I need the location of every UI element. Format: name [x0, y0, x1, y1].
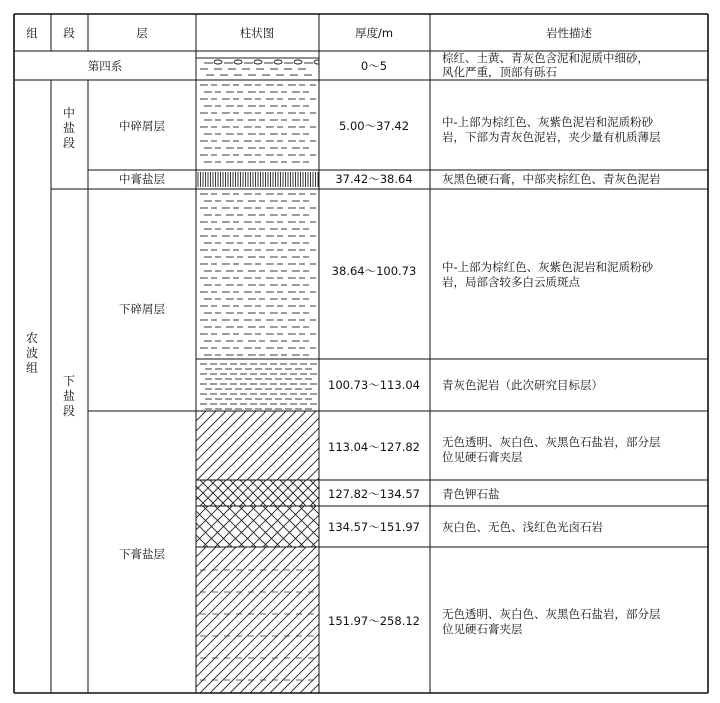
- dot-mark: [298, 298, 299, 299]
- diagonal-hatch: [150, 547, 296, 693]
- dot-mark: [298, 242, 299, 243]
- dot-mark: [228, 140, 229, 141]
- dot-mark: [298, 161, 299, 162]
- dot-mark: [210, 200, 211, 201]
- diagonal-hatch: [257, 411, 326, 480]
- dot-mark: [228, 305, 229, 306]
- dot-mark: [294, 235, 295, 236]
- dot-mark: [250, 235, 251, 236]
- dot-mark: [232, 340, 233, 341]
- dot-mark: [254, 228, 255, 229]
- diagonal-hatch: [247, 411, 316, 480]
- dot-mark: [206, 333, 207, 334]
- thickness-row-5: 113.04～127.82: [328, 440, 420, 454]
- quaternary-desc-line2: 风化严重，顶部有砾石: [442, 65, 557, 79]
- dot-mark: [298, 284, 299, 285]
- desc-row-8-line2: 位见硬石膏夹层: [442, 622, 523, 636]
- dot-mark: [232, 326, 233, 327]
- dot-mark: [232, 284, 233, 285]
- desc-row-4-line1: 青灰色泥岩（此次研究目标层）: [442, 378, 603, 392]
- v-group-char: 波: [25, 346, 39, 360]
- dot-mark: [228, 207, 229, 208]
- dot-mark: [232, 161, 233, 162]
- dot-mark: [276, 270, 277, 271]
- dot-mark: [272, 305, 273, 306]
- quaternary-thickness: 0～5: [360, 59, 388, 73]
- dot-mark: [210, 91, 211, 92]
- dot-mark: [210, 298, 211, 299]
- dot-mark: [228, 154, 229, 155]
- dot-mark: [254, 284, 255, 285]
- dot-mark: [298, 326, 299, 327]
- dot-mark: [272, 126, 273, 127]
- dot-mark: [250, 140, 251, 141]
- diagonal-hatch: [140, 547, 286, 693]
- diagonal-hatch: [155, 506, 196, 547]
- dot-mark: [250, 126, 251, 127]
- dot-mark: [254, 340, 255, 341]
- diagonal-hatch: [127, 411, 196, 480]
- dot-mark: [232, 298, 233, 299]
- dot-mark: [206, 263, 207, 264]
- dot-mark: [228, 263, 229, 264]
- dot-mark: [254, 200, 255, 201]
- dot-mark: [294, 193, 295, 194]
- dot-mark: [276, 326, 277, 327]
- dot-mark: [298, 119, 299, 120]
- dot-mark: [250, 221, 251, 222]
- gravel-mark: [274, 60, 282, 64]
- gravel-mark: [314, 60, 322, 64]
- dot-mark: [294, 221, 295, 222]
- dot-mark: [206, 291, 207, 292]
- dot-mark: [232, 105, 233, 106]
- dot-mark: [210, 284, 211, 285]
- dot-mark: [210, 326, 211, 327]
- diagonal-hatch: [50, 547, 196, 693]
- dot-mark: [254, 312, 255, 313]
- gravel-mark: [234, 60, 242, 64]
- dot-mark: [276, 298, 277, 299]
- diagonal-hatch: [207, 411, 276, 480]
- desc-row-1-line2: 岩，下部为青灰色泥岩，夹少量有机质薄层: [442, 130, 661, 144]
- dot-mark: [272, 207, 273, 208]
- dot-mark: [272, 98, 273, 99]
- thickness-row-4: 100.73～113.04: [328, 378, 420, 392]
- section-label-middle: [63, 105, 75, 150]
- dot-mark: [206, 126, 207, 127]
- v-mid-char: 中: [62, 106, 76, 120]
- dot-mark: [276, 284, 277, 285]
- dot-mark: [228, 84, 229, 85]
- quaternary-label: 第四系: [87, 59, 123, 73]
- dot-mark: [206, 84, 207, 85]
- dot-mark: [232, 256, 233, 257]
- dot-mark: [294, 263, 295, 264]
- layer-name-middle-gypsum-salt: 中膏盐层: [119, 172, 165, 186]
- dot-mark: [232, 228, 233, 229]
- dot-mark: [250, 333, 251, 334]
- dot-mark: [206, 305, 207, 306]
- dot-mark: [210, 214, 211, 215]
- dot-mark: [294, 333, 295, 334]
- dot-mark: [232, 147, 233, 148]
- diagonal-hatch: [237, 411, 306, 480]
- dot-mark: [272, 347, 273, 348]
- diagonal-hatch: [187, 411, 256, 480]
- dot-mark: [294, 112, 295, 113]
- dot-mark: [272, 263, 273, 264]
- dot-mark: [232, 133, 233, 134]
- dot-mark: [254, 326, 255, 327]
- dot-mark: [298, 340, 299, 341]
- dot-mark: [206, 221, 207, 222]
- dot-mark: [232, 270, 233, 271]
- dot-mark: [298, 91, 299, 92]
- dot-mark: [272, 221, 273, 222]
- v-mid-char: 盐: [62, 121, 76, 135]
- dot-mark: [272, 193, 273, 194]
- dot-mark: [250, 207, 251, 208]
- dot-mark: [254, 119, 255, 120]
- group-label: [26, 331, 38, 375]
- dot-mark: [276, 200, 277, 201]
- desc-row-3-line2: 岩，局部含较多白云质斑点: [442, 275, 580, 289]
- diagonal-hatch: [177, 411, 246, 480]
- dot-mark: [276, 228, 277, 229]
- dot-mark: [250, 154, 251, 155]
- dot-mark: [250, 193, 251, 194]
- dot-mark: [228, 249, 229, 250]
- dot-mark: [298, 200, 299, 201]
- dot-mark: [210, 270, 211, 271]
- dot-mark: [276, 312, 277, 313]
- dot-mark: [250, 84, 251, 85]
- dot-mark: [206, 154, 207, 155]
- desc-row-2-line1: 灰黑色硬石膏，中部夹棕红色、青灰色泥岩: [442, 172, 661, 186]
- thickness-row-3: 38.64～100.73: [331, 264, 417, 278]
- dot-mark: [272, 319, 273, 320]
- dot-mark: [210, 228, 211, 229]
- column-pattern-mudstone: [200, 364, 317, 409]
- dot-mark: [276, 91, 277, 92]
- dot-mark: [272, 84, 273, 85]
- diagonal-hatch: [180, 547, 326, 693]
- dot-mark: [232, 214, 233, 215]
- dot-mark: [210, 133, 211, 134]
- v-low-char: 下: [62, 374, 76, 388]
- dot-mark: [298, 133, 299, 134]
- dot-mark: [206, 347, 207, 348]
- dot-mark: [232, 242, 233, 243]
- dot-mark: [206, 140, 207, 141]
- dot-mark: [250, 263, 251, 264]
- diagonal-hatch: [167, 411, 236, 480]
- diagonal-hatch: [110, 547, 256, 693]
- dot-mark: [250, 319, 251, 320]
- dot-mark: [228, 235, 229, 236]
- quaternary-desc-line1: 棕红、土黄、青灰色含泥和泥质中细砂，: [442, 51, 649, 65]
- dot-mark: [272, 277, 273, 278]
- dot-mark: [210, 147, 211, 148]
- desc-row-5-line1: 无色透明、灰白色、灰黑色石盐岩，部分层: [442, 435, 661, 449]
- dot-mark: [254, 105, 255, 106]
- diagonal-hatch: [155, 506, 196, 547]
- dot-mark: [206, 277, 207, 278]
- diagonal-hatch: [217, 411, 286, 480]
- dot-mark: [228, 193, 229, 194]
- dot-mark: [254, 270, 255, 271]
- dot-mark: [294, 98, 295, 99]
- dot-mark: [228, 319, 229, 320]
- dot-mark: [276, 354, 277, 355]
- dot-mark: [210, 161, 211, 162]
- dot-mark: [206, 249, 207, 250]
- dot-mark: [276, 147, 277, 148]
- desc-row-6-line1: 青色钾石盐: [442, 487, 500, 501]
- dot-mark: [206, 235, 207, 236]
- dot-mark: [298, 270, 299, 271]
- dot-mark: [206, 207, 207, 208]
- desc-row-3-line1: 中-上部为棕红色、灰紫色泥岩和泥质粉砂: [442, 260, 654, 274]
- dot-mark: [228, 347, 229, 348]
- dot-mark: [276, 119, 277, 120]
- dot-mark: [254, 298, 255, 299]
- thickness-row-7: 134.57～151.97: [328, 520, 420, 534]
- diagonal-hatch: [90, 547, 236, 693]
- dot-mark: [228, 126, 229, 127]
- diagonal-hatch: [197, 411, 266, 480]
- thickness-row-6: 127.82～134.57: [328, 487, 420, 501]
- dot-mark: [254, 91, 255, 92]
- dot-mark: [298, 312, 299, 313]
- dot-mark: [272, 235, 273, 236]
- dot-mark: [276, 242, 277, 243]
- diagonal-hatch: [160, 547, 306, 693]
- header-group: 组: [26, 26, 38, 40]
- layer-name-lower-gypsum-salt: 下膏盐层: [119, 547, 165, 561]
- dot-mark: [294, 291, 295, 292]
- diagonal-hatch: [157, 411, 226, 480]
- dot-mark: [294, 277, 295, 278]
- header-column: 柱状图: [239, 26, 275, 40]
- dot-mark: [206, 98, 207, 99]
- dot-mark: [232, 354, 233, 355]
- dot-mark: [210, 242, 211, 243]
- diagonal-hatch: [267, 411, 336, 480]
- dot-mark: [232, 91, 233, 92]
- header-thickness: 厚度/m: [354, 26, 394, 40]
- dot-mark: [294, 305, 295, 306]
- dot-mark: [250, 277, 251, 278]
- dot-mark: [250, 98, 251, 99]
- dot-mark: [232, 119, 233, 120]
- dot-mark: [298, 354, 299, 355]
- gravel-mark: [254, 60, 262, 64]
- layer-name-lower-clastic: 下碎屑层: [119, 302, 165, 316]
- dot-mark: [250, 347, 251, 348]
- column-pattern-anhydrite: [198, 172, 318, 187]
- dot-mark: [250, 112, 251, 113]
- dot-mark: [254, 256, 255, 257]
- dot-mark: [210, 105, 211, 106]
- dot-mark: [298, 105, 299, 106]
- thickness-row-1: 5.00～37.42: [338, 119, 410, 133]
- dot-mark: [298, 147, 299, 148]
- diagonal-hatch: [147, 411, 216, 480]
- gravel-mark: [294, 60, 302, 64]
- dot-mark: [206, 319, 207, 320]
- dot-mark: [272, 154, 273, 155]
- column-pattern-mudstone-siltstone-lower: [200, 193, 316, 355]
- thickness-row-2: 37.42～38.64: [335, 172, 413, 186]
- diagonal-hatch: [170, 480, 196, 506]
- column-pattern-mudstone-siltstone-middle: [200, 84, 316, 162]
- diagonal-hatch: [80, 547, 226, 693]
- v-group-char: 组: [25, 361, 39, 375]
- header-lithology: 岩性描述: [546, 26, 592, 40]
- dot-mark: [254, 161, 255, 162]
- dot-mark: [210, 340, 211, 341]
- dot-mark: [254, 214, 255, 215]
- diagonal-hatch: [120, 547, 266, 693]
- dot-mark: [294, 207, 295, 208]
- dot-mark: [276, 256, 277, 257]
- diagonal-hatch: [130, 547, 276, 693]
- dot-mark: [206, 112, 207, 113]
- diagonal-hatch: [60, 547, 206, 693]
- dot-mark: [232, 200, 233, 201]
- dot-mark: [210, 354, 211, 355]
- diagonal-hatch: [190, 547, 336, 693]
- dot-mark: [294, 347, 295, 348]
- dot-mark: [272, 291, 273, 292]
- diagonal-hatch: [170, 547, 316, 693]
- desc-row-7-line1: 灰白色、无色、浅红色光卤石岩: [442, 520, 603, 534]
- dot-mark: [206, 193, 207, 194]
- dot-mark: [228, 277, 229, 278]
- layer-name-middle-clastic: 中碎屑层: [119, 119, 165, 133]
- dot-mark: [294, 140, 295, 141]
- dot-mark: [228, 98, 229, 99]
- diagonal-hatch: [200, 547, 346, 693]
- dot-mark: [272, 249, 273, 250]
- dot-mark: [210, 312, 211, 313]
- v-mid-char: 段: [62, 136, 76, 150]
- dot-mark: [276, 214, 277, 215]
- column-pattern-quaternary: [196, 58, 322, 75]
- dot-mark: [298, 228, 299, 229]
- diagonal-hatch: [170, 480, 196, 506]
- dot-mark: [294, 84, 295, 85]
- header-layer: 层: [136, 26, 148, 40]
- dot-mark: [294, 249, 295, 250]
- desc-row-1-line1: 中-上部为棕红色、灰紫色泥岩和泥质粉砂: [442, 115, 654, 129]
- dot-mark: [254, 242, 255, 243]
- dot-mark: [210, 119, 211, 120]
- dot-mark: [228, 112, 229, 113]
- dot-mark: [276, 133, 277, 134]
- v-low-char: 盐: [62, 389, 76, 403]
- dot-mark: [298, 256, 299, 257]
- dot-mark: [272, 112, 273, 113]
- diagonal-hatch: [100, 547, 246, 693]
- dot-mark: [228, 291, 229, 292]
- dot-mark: [254, 147, 255, 148]
- dot-mark: [276, 161, 277, 162]
- dot-mark: [210, 256, 211, 257]
- dot-mark: [294, 319, 295, 320]
- desc-row-8-line1: 无色透明、灰白色、灰黑色石盐岩，部分层: [442, 607, 661, 621]
- dot-mark: [254, 354, 255, 355]
- dot-mark: [250, 249, 251, 250]
- dot-mark: [250, 305, 251, 306]
- v-group-char: 农: [25, 331, 39, 345]
- dot-mark: [298, 214, 299, 215]
- dot-mark: [276, 105, 277, 106]
- section-label-lower: [63, 374, 75, 418]
- diagonal-hatch: [70, 547, 216, 693]
- dot-mark: [228, 333, 229, 334]
- dot-mark: [294, 126, 295, 127]
- dot-mark: [254, 133, 255, 134]
- diagonal-hatch: [227, 411, 296, 480]
- v-low-char: 段: [62, 404, 76, 418]
- header-section: 段: [63, 26, 75, 40]
- gravel-mark: [214, 60, 222, 64]
- dot-mark: [294, 154, 295, 155]
- dot-mark: [250, 291, 251, 292]
- dot-mark: [272, 140, 273, 141]
- desc-row-5-line2: 位见硬石膏夹层: [442, 450, 523, 464]
- thickness-row-8: 151.97～258.12: [328, 614, 420, 628]
- dot-mark: [272, 333, 273, 334]
- dot-mark: [276, 340, 277, 341]
- dot-mark: [228, 221, 229, 222]
- dot-mark: [232, 312, 233, 313]
